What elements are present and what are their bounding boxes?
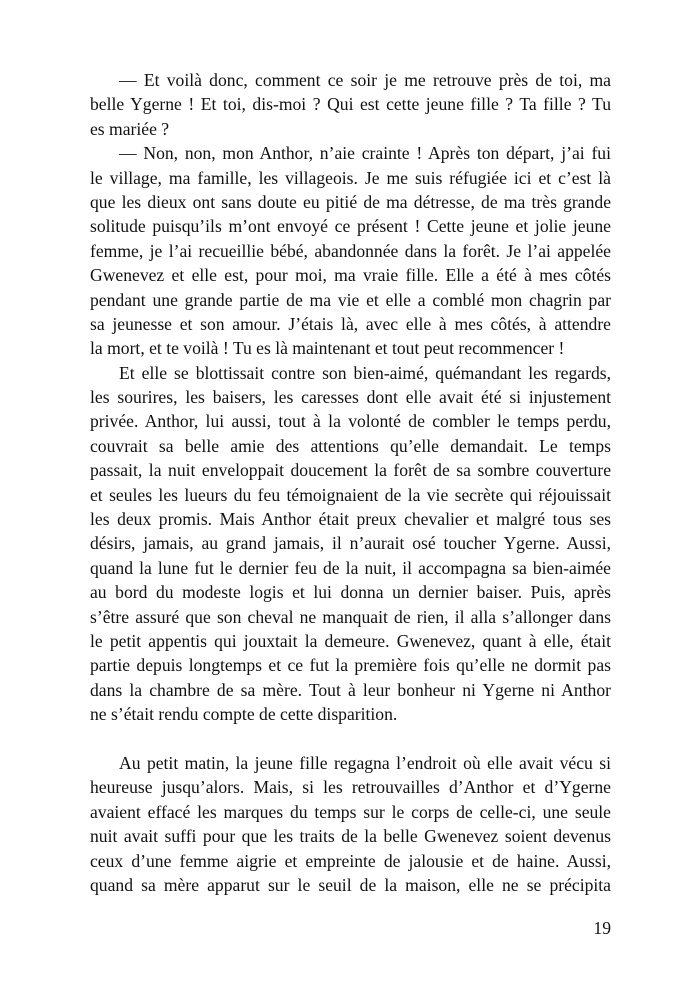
- text-line: avaient effacé les marques du temps sur le corps de celle-ci, une seule: [90, 801, 611, 822]
- text-line: les sourires, les baisers, les caresses dont elle avait été si injustement: [90, 387, 611, 408]
- text-line: passait, la nuit enveloppait doucement la forêt de sa sombre couverture: [90, 460, 611, 481]
- paragraph: [90, 361, 611, 727]
- text-line: Au petit matin, la jeune fille regagna l’endroit où elle avait vécu si: [119, 752, 611, 773]
- text-line: pendant une grande partie de ma vie et elle a comblé mon chagrin par: [90, 289, 611, 310]
- text-line: privée. Anthor, lui aussi, tout à la volonté de combler le temps perdu,: [90, 411, 611, 432]
- text-line: Et elle se blottissait contre son bien-aimé, quémandant les regards,: [119, 362, 611, 383]
- text-line: au bord du modeste logis et lui donna un dernier baiser. Puis, après: [90, 582, 611, 603]
- paragraph: [90, 751, 611, 897]
- text-line: femme, je l’ai recueillie bébé, abandonnée dans la forêt. Je l’ai appelée: [90, 240, 611, 261]
- text-line: nuit avait suffi pour que les traits de la belle Gwenevez soient devenus: [90, 826, 611, 847]
- text-line: le village, ma famille, les villageois. Je me suis réfugiée ici et c’est là: [90, 167, 611, 188]
- text-line: — Non, non, mon Anthor, n’aie crainte ! Après ton départ, j’ai fui: [119, 143, 611, 164]
- text-line: s’être assuré que son cheval ne manquait de rien, il alla s’allonger dans: [90, 606, 611, 627]
- paragraph-gap: [90, 727, 611, 751]
- text-line: belle Ygerne ! Et toi, dis-moi ? Qui est cette jeune fille ? Ta fille ? Tu: [90, 94, 611, 115]
- paragraph: [90, 141, 611, 361]
- paragraph: [90, 68, 611, 141]
- text-line: et seules les lueurs du feu témoignaient de la vie secrète qui réjouissait: [90, 484, 611, 505]
- text-line: couvrait sa belle amie des attentions qu’elle demandait. Le temps: [90, 435, 611, 456]
- text-line: les deux promis. Mais Anthor était preux chevalier et malgré tous ses: [90, 509, 611, 530]
- page-number: 19: [593, 918, 611, 938]
- text-line: es mariée ?: [90, 118, 170, 139]
- text-line: dans la chambre de sa mère. Tout à leur bonheur ni Ygerne ni Anthor: [90, 679, 611, 700]
- text-line: quand sa mère apparut sur le seuil de la maison, elle ne se précipita: [90, 874, 611, 895]
- page-body: [90, 68, 611, 897]
- text-line: quand la lune fut le dernier feu de la nuit, il accompagna sa bien-aimée: [90, 557, 611, 578]
- text-line: heureuse jusqu’alors. Mais, si les retrouvailles d’Anthor et d’Ygerne: [90, 777, 611, 798]
- text-line: — Et voilà donc, comment ce soir je me retrouve près de toi, ma: [119, 70, 611, 90]
- text-line: partie depuis longtemps et ce fut la première fois qu’elle ne dormit pas: [90, 655, 611, 676]
- text-line: que les dieux ont sans doute eu pitié de ma détresse, de ma très grande: [90, 191, 611, 212]
- text-line: ceux d’une femme aigrie et empreinte de jalousie et de haine. Aussi,: [90, 850, 611, 871]
- text-line: ne s’était rendu compte de cette disparition.: [90, 704, 398, 725]
- text-line: la mort, et te voilà ! Tu es là maintenant et tout peut recommencer !: [90, 338, 565, 359]
- text-line: Gwenevez et elle est, pour moi, ma vraie fille. Elle a été à mes côtés: [90, 265, 611, 286]
- text-line: désirs, jamais, au grand jamais, il n’aurait osé toucher Ygerne. Aussi,: [90, 533, 611, 554]
- text-line: sa jeunesse et son amour. J’étais là, avec elle à mes côtés, à attendre: [90, 313, 611, 334]
- text-line: solitude puisqu’ils m’ont envoyé ce présent ! Cette jeune et jolie jeune: [90, 216, 611, 237]
- text-line: le petit appentis qui jouxtait la demeure. Gwenevez, quant à elle, était: [90, 630, 611, 651]
